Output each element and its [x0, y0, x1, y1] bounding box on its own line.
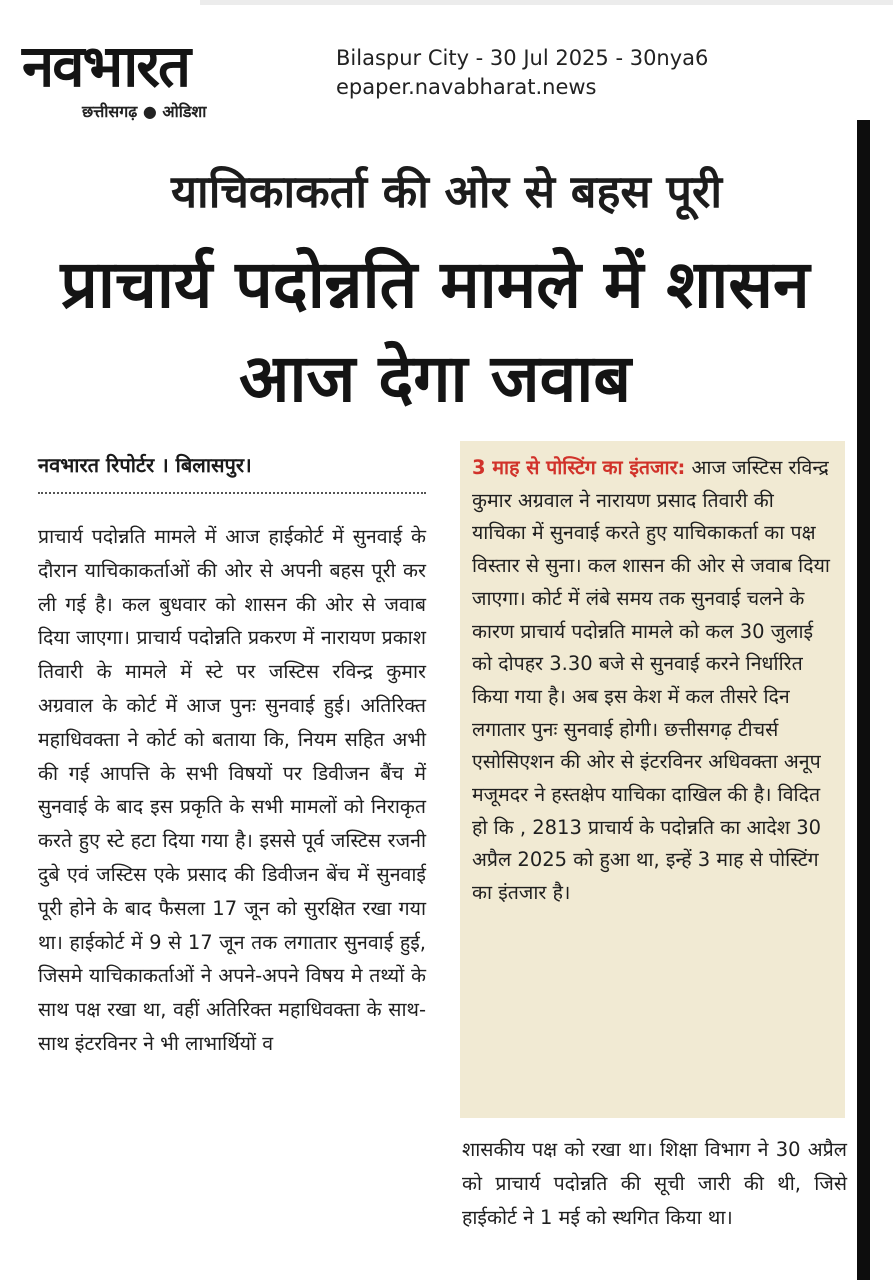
highlight-box-text [472, 452, 833, 910]
highlight-box-body: आज जस्टिस रविन्द्र कुमार अग्रवाल ने नारायण प्रसाद तिवारी की याचिका में सुनवाई करते हुए याचिकाकर्ता का पक्ष विस्तार से सुना। कल शासन की ओर से जवाब दिया जाएगा। कोर्ट में लंबे समय तक सुनवाई चलने के कारण प्राचार्य पदोन्नति मामले को कल 30 जुलाई को दोपहर 3.30 बजे से सुनवाई करने निर्धारित किया गया है। अब इस केश में कल तीसरे दिन लगातार पुनः सुनवाई होगी। छत्तीसगढ़ टीचर्स एसोसिएशन की ओर से इंटरविनर अधिवक्ता अनूप मजूमदर ने हस्तक्षेप याचिका दाखिल की है। विदित हो कि , 2813 प्राचार्य के पदोन्नति का आदेश 30 अप्रैल 2025 को हुआ था, इन्हें 3 माह से पोस्टिंग का इंतजार है। [472, 456, 830, 905]
article-body-column-2: शासकीय पक्ष को रखा था। शिक्षा विभाग ने 30 अप्रैल को प्राचार्य पदोन्नति की सूची जारी की थी, जिसे हाईकोर्ट ने 1 मई को स्थगित किया था। [462, 1138, 847, 1229]
masthead [18, 30, 318, 120]
highlight-box-heading: 3 माह से पोस्टिंग का इंतजार: [472, 456, 686, 479]
logo-regions: छत्तीसगढ़ ● ओडिशा [82, 102, 207, 121]
article-kicker: याचिकाकर्ता की ओर से बहस पूरी [170, 165, 723, 218]
edition-info [336, 44, 708, 102]
edition-url: epaper.navabharat.news [336, 75, 597, 99]
edition-date-line: Bilaspur City - 30 Jul 2025 - 30nya6 [336, 46, 709, 70]
vertical-rule [857, 120, 870, 1280]
byline: नवभारत रिपोर्टर । बिलासपुर। [38, 453, 252, 477]
highlight-box [460, 441, 845, 1118]
top-strip [200, 0, 893, 5]
article-headline: प्राचार्य पदोन्नति मामले में शासन आज देगा जवाब [60, 246, 810, 417]
byline-divider [38, 492, 426, 494]
newspaper-logo: नवभारत [22, 32, 190, 100]
article-body-column-1: प्राचार्य पदोन्नति मामले में आज हाईकोर्ट में सुनवाई के दौरान याचिकाकर्ताओं की ओर से अपनी बहस पूरी कर ली गई है। कल बुधवार को शासन की ओर से जवाब दिया जाएगा। प्राचार्य पदोन्नति प्रकरण में नारायण प्रकाश तिवारी के मामले में स्टे पर जस्टिस रविन्द्र कुमार अग्रवाल के कोर्ट में आज पुनः सुनवाई हुई। अतिरिक्त महाधिवक्ता ने कोर्ट को बताया कि, नियम सहित अभी की गई आपत्ति के सभी विषयों पर डिवीजन बैंच में सुनवाई के बाद इस प्रकृति के सभी मामलों को निराकृत करते हुए स्टे हटा दिया गया है। इससे पूर्व जस्टिस रजनी दुबे एवं जस्टिस एके प्रसाद की डिवीजन बेंच में सुनवाई पूरी होने के बाद फैसला 17 जून को सुरक्षित रखा गया था। हाईकोर्ट में 9 से 17 जून तक लगातार सुनवाई हुई, जिसमे याचिकाकर्ताओं ने अपने-अपने विषय मे तथ्यों के साथ पक्ष रखा था, वहीं अतिरिक्त महाधिवक्ता के साथ-साथ इंटरविनर ने भी लाभार्थियों व [38, 525, 426, 1055]
